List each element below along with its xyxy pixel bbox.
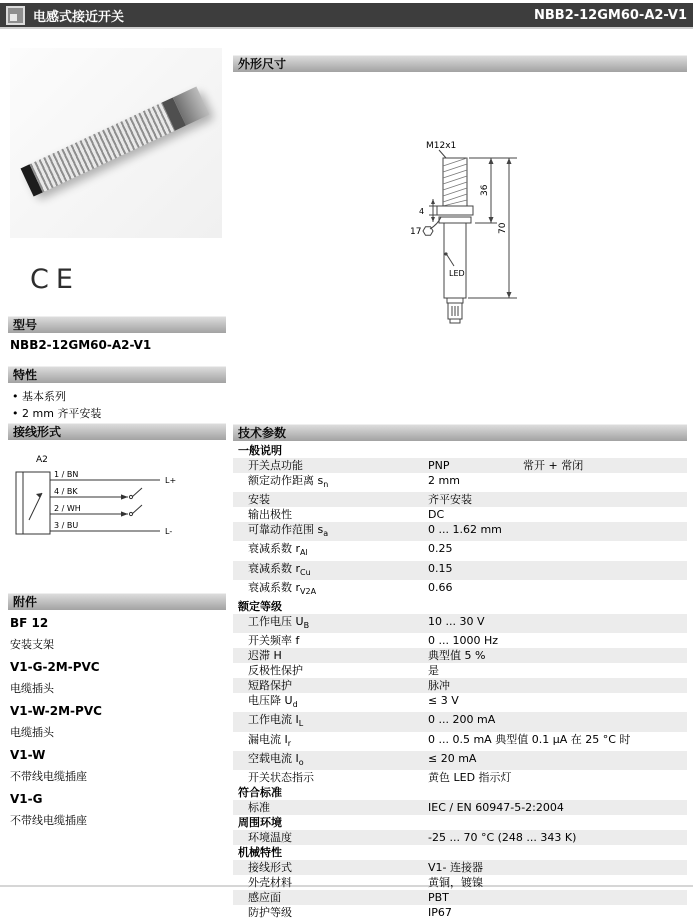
accessory-name: V1-G	[10, 792, 43, 806]
wrench-flats-icon	[423, 227, 433, 236]
contact-no	[132, 488, 142, 497]
page-title: 电感式接近开关	[33, 9, 125, 25]
tech-row-label: 空载电流 $I_o$	[248, 751, 304, 767]
tech-group-header: 符合标准	[233, 785, 687, 800]
tech-row-label: 衰减系数 $r_{Al}$	[248, 542, 308, 558]
dimension-drawing	[233, 74, 687, 422]
pin-label-4: 4 / BK	[54, 487, 78, 496]
tech-row-label: 短路保护	[248, 679, 292, 693]
features-list	[12, 388, 101, 422]
total-length-label: 70	[498, 222, 508, 234]
tech-row-label: 开关频率 f	[248, 634, 300, 648]
tech-row	[233, 712, 687, 731]
accessory-description: 不带线电缆插座	[10, 770, 87, 783]
tech-row-value: 0.15	[428, 561, 453, 575]
section-header-connection: 接线形式	[8, 423, 226, 440]
led-leader-line	[447, 255, 454, 266]
ce-mark: CE	[30, 264, 80, 295]
tech-row	[233, 614, 687, 633]
tech-row	[233, 580, 687, 599]
tech-row-value: 是	[428, 664, 439, 678]
tech-row-label: 开关状态指示	[248, 770, 314, 784]
model-number: NBB2-12GM60-A2-V1	[10, 338, 152, 352]
tech-row-value: 0.66	[428, 580, 453, 594]
tech-row	[233, 678, 687, 693]
tech-row-label: 防护等级	[248, 905, 292, 919]
tech-row-value: 2 mm	[428, 474, 460, 487]
tech-row-label: 衰减系数 $r_{Cu}$	[248, 561, 311, 577]
tech-row-value: 0.25	[428, 542, 453, 556]
pin-label-2: 2 / WH	[54, 504, 81, 513]
tech-row	[233, 860, 687, 875]
tech-row-value: ≤ 20 mA	[428, 751, 477, 765]
tech-group-header: 周围环境	[233, 815, 687, 830]
tech-row-label: 外壳材料	[248, 875, 292, 889]
tech-row-value: 0 ... 200 mA	[428, 713, 496, 727]
rail-plus-label: L+	[165, 476, 177, 485]
accessory-name: V1-G-2M-PVC	[10, 660, 100, 674]
section-header-features: 特性	[8, 366, 226, 383]
thread-size-label: M12x1	[426, 141, 457, 151]
tech-row-value2: 常开 + 常闭	[523, 459, 584, 472]
tech-row-value: PNP	[428, 459, 450, 472]
tech-row-label: 感应面	[248, 890, 281, 904]
tech-row-label: 额定动作距离 $s_n$	[248, 474, 329, 490]
thread-leader-line	[439, 150, 446, 158]
section-header-tech: 技术参数	[233, 424, 687, 441]
tech-row-label: 工作电流 $I_L$	[248, 713, 304, 729]
contact-nc	[132, 505, 142, 514]
sensor-threaded-body	[30, 103, 175, 193]
tech-row-value: PBT	[428, 890, 449, 904]
product-category-icon	[6, 6, 25, 25]
tech-row	[233, 507, 687, 522]
tech-row-value: 0 ... 1000 Hz	[428, 634, 499, 648]
tech-table	[233, 443, 687, 920]
tech-row-label: 衰减系数 $r_{V2A}$	[248, 580, 317, 596]
tech-group-header: 一般说明	[233, 443, 687, 458]
tech-row-label: 安装	[248, 493, 270, 507]
tech-row-value: DC	[428, 508, 445, 522]
section-header-model: 型号	[8, 316, 226, 333]
tech-row	[233, 800, 687, 815]
tech-row-label: 开关点功能	[248, 459, 303, 472]
drawing-body	[444, 223, 466, 298]
tech-row	[233, 561, 687, 580]
wiring-diagram-label: A2	[36, 455, 48, 465]
tech-row-value: 齐平安装	[428, 493, 472, 507]
tech-row-value: 10 ... 30 V	[428, 614, 485, 628]
tech-row	[233, 875, 687, 890]
tech-row	[233, 693, 687, 712]
tech-row-value: 黄色 LED 指示灯	[428, 770, 512, 784]
wiring-diagram	[10, 448, 222, 566]
tech-row	[233, 522, 687, 541]
tech-row	[233, 648, 687, 663]
feature-item: • 基本系列	[12, 388, 101, 405]
accessories-list	[10, 612, 224, 832]
section-header-accessories: 附件	[8, 593, 226, 610]
sensor-image	[21, 86, 210, 196]
tech-row-value: 黄铜，镀镍	[428, 875, 483, 889]
drawing-nut	[437, 206, 473, 215]
tech-row-label: 电压降 $U_d$	[248, 694, 298, 710]
rail-minus-label: L-	[165, 527, 173, 536]
tech-row-label: 环境温度	[248, 830, 292, 844]
tech-row-label: 标准	[248, 800, 270, 814]
accessory-description: 电缆插头	[10, 682, 54, 695]
accessory-name: V1-W-2M-PVC	[10, 704, 102, 718]
led-label: LED	[449, 269, 465, 278]
tech-row-value: 0 ... 0.5 mA 典型值 0.1 μA 在 25 °C 时	[428, 732, 631, 746]
tech-row	[233, 633, 687, 648]
tech-row-label: 漏电流 $I_r$	[248, 732, 292, 748]
tech-row-label: 输出极性	[248, 508, 292, 522]
tech-row-label: 迟滞 H	[248, 649, 282, 663]
tech-row-value: 典型值 5 %	[428, 649, 486, 663]
accessory-name: V1-W	[10, 748, 46, 762]
tech-row	[233, 663, 687, 678]
header-bar	[0, 3, 693, 29]
tech-row	[233, 751, 687, 770]
thread-length-label: 36	[480, 184, 490, 196]
accessory-description: 电缆插头	[10, 726, 54, 739]
tech-row-label: 接线形式	[248, 860, 292, 874]
header-part-number: NBB2-12GM60-A2-V1	[534, 7, 687, 23]
section-header-dimensions: 外形尺寸	[233, 55, 687, 72]
tech-row-label: 工作电压 $U_B$	[248, 614, 310, 631]
accessory-name: BF 12	[10, 616, 49, 630]
accessory-description: 不带线电缆插座	[10, 814, 87, 827]
pin-label-3: 3 / BU	[54, 521, 79, 530]
tech-row-label: 可靠动作范围 $s_a$	[248, 523, 329, 539]
tech-row	[233, 830, 687, 845]
tech-group-header: 机械特性	[233, 845, 687, 860]
tech-row-value: V1- 连接器	[428, 860, 483, 874]
tech-row-value: 0 ... 1.62 mm	[428, 523, 502, 537]
tech-row-value: IP67	[428, 905, 452, 919]
tech-group-header: 额定等级	[233, 599, 687, 614]
pin-label-1: 1 / BN	[54, 470, 79, 479]
tech-row	[233, 541, 687, 560]
tech-row-value: IEC / EN 60947-5-2:2004	[428, 800, 564, 814]
tech-row	[233, 458, 687, 473]
tech-row-value: -25 ... 70 °C (248 ... 343 K)	[428, 830, 577, 844]
tech-row-label: 反极性保护	[248, 664, 303, 678]
sensor-symbol-box	[16, 472, 50, 534]
tech-row	[233, 732, 687, 751]
tech-row	[233, 890, 687, 905]
tech-row-value: ≤ 3 V	[428, 694, 459, 708]
tech-row	[233, 473, 687, 492]
wrench-size-label: 17	[410, 227, 422, 237]
accessory-description: 安装支架	[10, 638, 54, 651]
tech-row	[233, 770, 687, 785]
product-photo	[10, 48, 222, 238]
tech-row-value: 脉冲	[428, 679, 450, 693]
feature-item: • 2 mm 齐平安装	[12, 405, 101, 422]
nut-thickness-label: 4	[419, 207, 425, 216]
tech-row	[233, 905, 687, 920]
drawing-washer	[439, 217, 471, 223]
tech-row	[233, 492, 687, 507]
drawing-connector-taper	[447, 298, 463, 303]
